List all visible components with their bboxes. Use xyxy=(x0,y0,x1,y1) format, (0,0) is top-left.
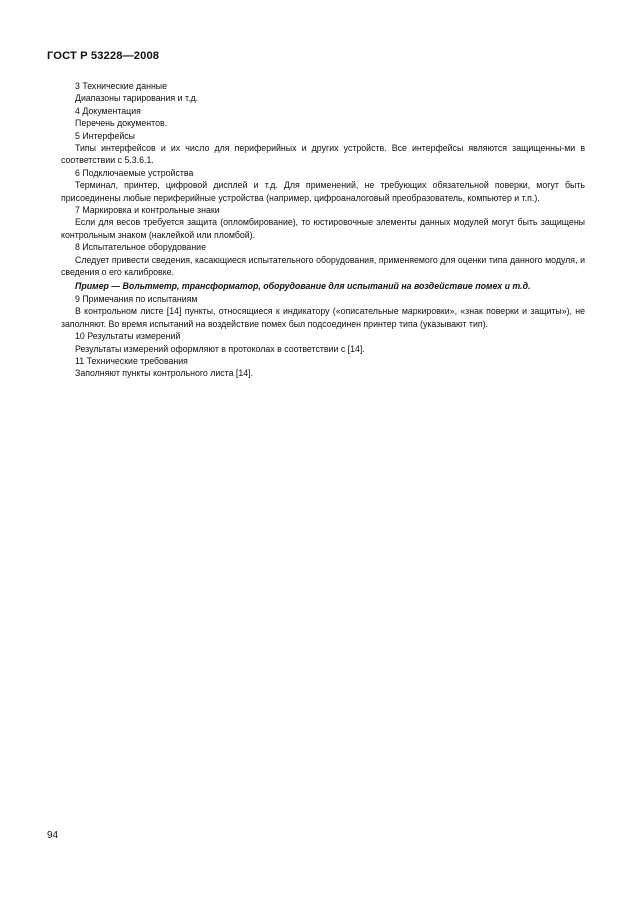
paragraph-requirements: Заполняют пункты контрольного листа [14]. xyxy=(75,368,254,379)
paragraph-marking: Если для весов требуется защита (опломбирование), то юстировочные элементы данных модулей могут быть защищены контрольным знаком (наклейкой или пломбой). xyxy=(61,217,585,240)
section-heading-results: 10 Результаты измерений xyxy=(75,331,181,342)
section-heading-connected-devices: 6 Подключаемые устройства xyxy=(75,167,194,178)
section-heading-marking: 7 Маркировка и контрольные знаки xyxy=(75,205,220,216)
page-number: 94 xyxy=(47,830,59,841)
section-heading-requirements: 11 Технические требования xyxy=(75,355,188,366)
example-note: Пример — Вольтметр, трансформатор, оборудование для испытаний на воздействие помех и т.д. xyxy=(75,280,531,291)
section-heading-test-notes: 9 Примечания по испытаниям xyxy=(75,293,198,304)
section-heading-test-equipment: 8 Испытательное оборудование xyxy=(75,242,206,253)
section-heading-documentation: 4 Документация xyxy=(75,105,141,116)
document-header: ГОСТ Р 53228—2008 xyxy=(47,50,160,62)
paragraph-test-equipment: Следует привести сведения, касающиеся испытательного оборудования, применяемого для оценки типа данного модуля, и сведения о его калибровке. xyxy=(61,254,585,278)
page-body xyxy=(61,80,585,380)
paragraph-results: Результаты измерений оформляют в протоколах в соответствии с [14]. xyxy=(75,343,365,354)
paragraph-calibration-ranges: Диапазоны тарирования и т.д. xyxy=(75,93,199,104)
paragraph-interfaces: Типы интерфейсов и их число для периферийных и других устройств. Все интерфейсы являются защищенны-ми в соответствии с 5.3.6.1. xyxy=(61,143,585,166)
section-heading-technical-data: 3 Технические данные xyxy=(75,81,168,91)
paragraph-connected-devices: Терминал, принтер, цифровой дисплей и т.д. Для применений, не требующих обязательной поверки, могут быть присоединены любые периферийные устройства (например, цифроаналоговый преобразователь, компьютер и т.п.). xyxy=(61,180,585,203)
section-heading-interfaces: 5 Интерфейсы xyxy=(75,130,135,141)
paragraph-documents-list: Перечень документов. xyxy=(75,118,168,129)
paragraph-test-notes: В контрольном листе [14] пункты, относящиеся к индикатору («описательные маркировки», «знак поверки и защиты»), не заполняют. Во время испытаний на воздействие помех был подсоединен принтер типа (указывают тип). xyxy=(61,306,585,329)
